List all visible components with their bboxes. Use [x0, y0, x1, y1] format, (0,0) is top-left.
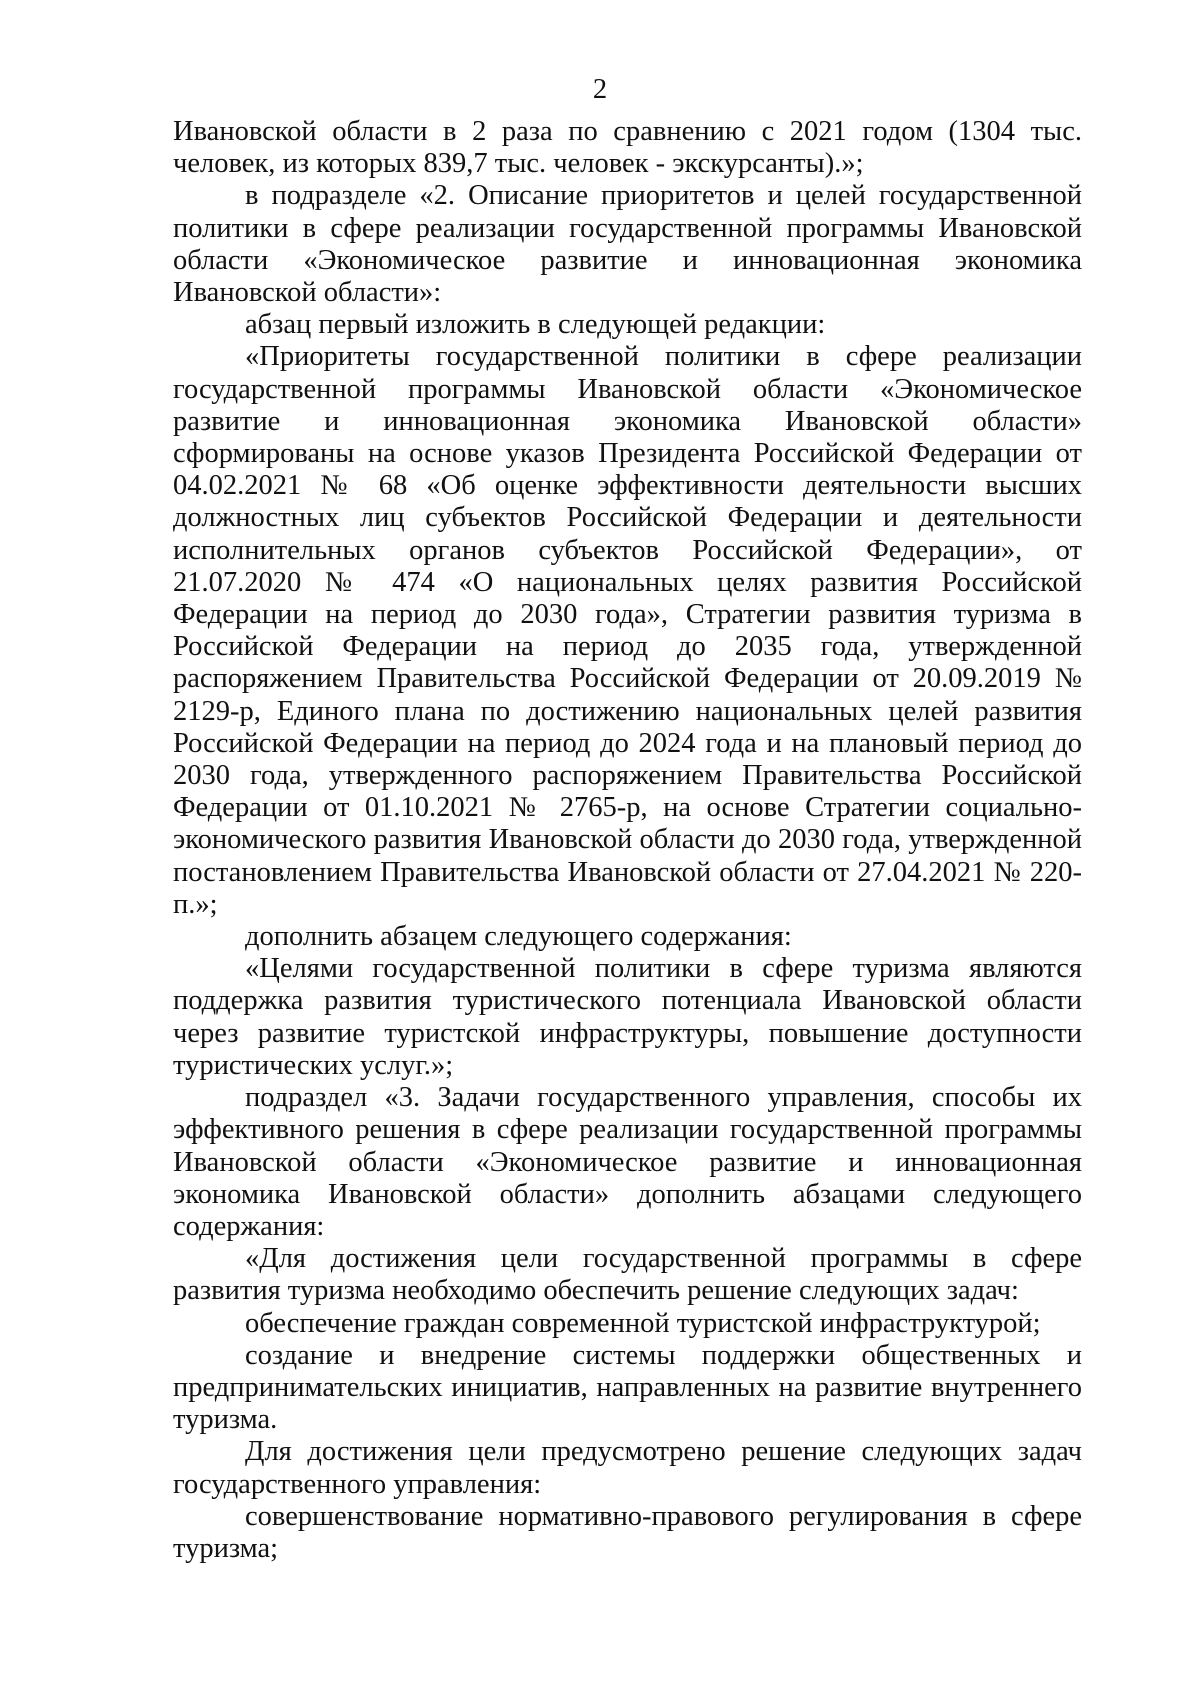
paragraph-regulation-task: совершенствование нормативно-правового регулирования в сфере туризма;: [173, 1500, 1082, 1564]
paragraph-priorities-quote: «Приоритеты государственной политики в сфере реализации государственной программы Ивановской области «Экономическое развитие и инновационная экономика Ивановской области» сформированы на основе указов Президента Российской Федерации от 04.02.2021 № 68 «Об оценке эффективности деятельности высших должностных лиц субъектов Российской Федерации и деятельности исполнительных органов субъектов Российской Федерации», от 21.07.2020 № 474 «О национальных целях развития Российской Федерации на период до 2030 года», Стратегии развития туризма в Российской Федерации на период до 2035 года, утвержденной распоряжением Правительства Российской Федерации от 20.09.2019 № 2129-р, Единого плана по достижению национальных целей развития Российской Федерации на период до 2024 года и на плановый период до 2030 года, утвержденного распоряжением Правительства Российской Федерации от 01.10.2021 № 2765-р, на основе Стратегии социально-экономического развития Ивановской области до 2030 года, утвержденной постановлением Правительства Ивановской области от 27.04.2021 № 220-п.»;: [173, 341, 1082, 920]
page-number: 2: [592, 74, 608, 105]
paragraph-task-infrastructure: обеспечение граждан современной туристской инфраструктурой;: [245, 1307, 1041, 1339]
paragraph-goals-quote: «Целями государственной политики в сфере туризма являются поддержка развития туристического потенциала Ивановской области через развитие туристской инфраструктуры, повышение доступности туристических услуг.»;: [173, 953, 1082, 1081]
document-body: [173, 116, 1082, 1565]
paragraph-add-abzac-instruction: дополнить абзацем следующего содержания:: [245, 921, 792, 953]
paragraph-first-abzac-instruction: абзац первый изложить в следующей редакции:: [245, 309, 826, 341]
paragraph-task-support-system: создание и внедрение системы поддержки общественных и предпринимательских инициатив, направленных на развитие внутреннего туризма.: [173, 1339, 1082, 1436]
paragraph-subsection-2-intro: в подразделе «2. Описание приоритетов и целей государственной политики в сфере реализации государственной программы Ивановской области «Экономическое развитие и инновационная экономика Ивановской области»:: [173, 180, 1082, 309]
paragraph-subsection-3-intro: подраздел «3. Задачи государственного управления, способы их эффективного решения в сфере реализации государственной программы Ивановской области «Экономическое развитие и инновационная экономика Ивановской области» дополнить абзацами следующего содержания:: [173, 1082, 1082, 1242]
paragraph-tasks-quote: «Для достижения цели государственной программы в сфере развития туризма необходимо обеспечить решение следующих задач:: [173, 1243, 1082, 1307]
paragraph-continuation: Ивановской области в 2 раза по сравнению с 2021 годом (1304 тыс. человек, из которых 839,7 тыс. человек - экскурсанты).»;: [173, 116, 1082, 180]
paragraph-governance-tasks: Для достижения цели предусмотрено решение следующих задач государственного управления:: [173, 1436, 1082, 1500]
